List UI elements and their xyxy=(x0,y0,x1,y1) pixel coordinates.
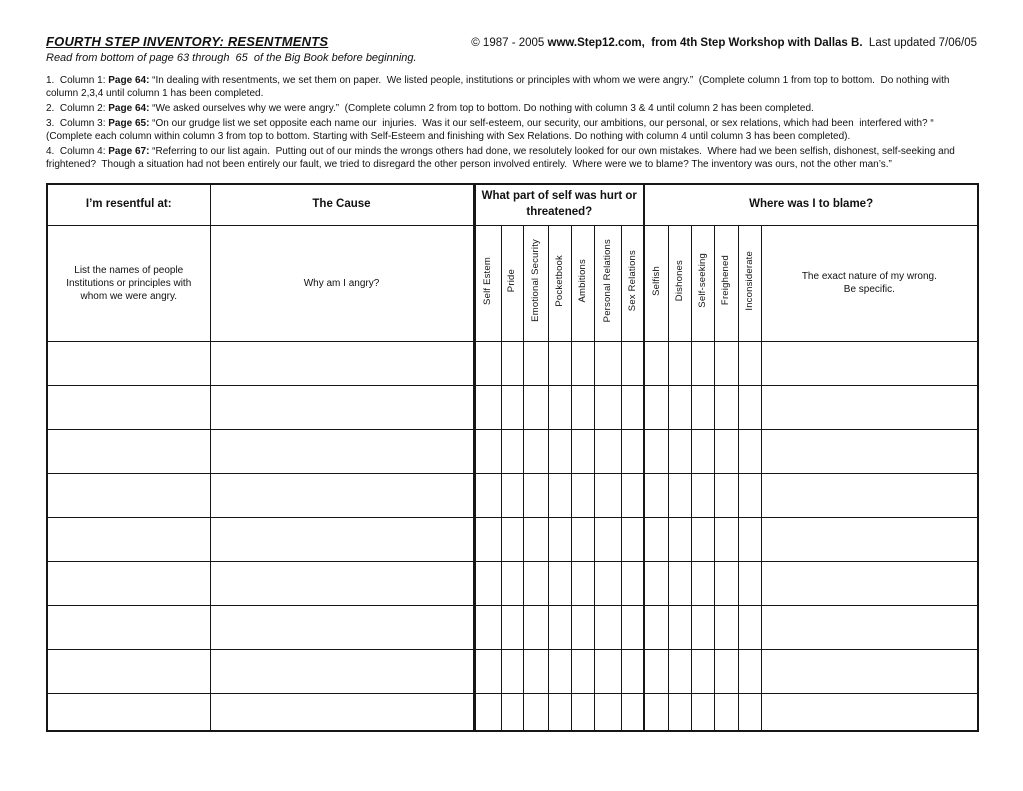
check-cell xyxy=(594,429,621,473)
check-cell xyxy=(738,473,761,517)
wrong-nature-entry-cell xyxy=(761,605,978,649)
check-cell xyxy=(668,561,691,605)
instruction-item-2 xyxy=(46,102,977,115)
worksheet-row xyxy=(47,385,978,429)
check-cell xyxy=(474,605,501,649)
check-cell xyxy=(691,693,714,731)
check-cell xyxy=(691,385,714,429)
check-cell xyxy=(548,649,571,693)
instruction-text: “We asked ourselves why we were angry.” (Complete column 2 from top to bottom. Do nothing with column 3 & 4 until column 2 has been completed. xyxy=(149,103,814,114)
check-cell xyxy=(644,473,668,517)
check-cell xyxy=(501,429,523,473)
column-frightened: Freighened xyxy=(714,225,738,341)
instruction-page-ref: Page 65: xyxy=(108,118,150,129)
check-cell xyxy=(523,693,548,731)
check-cell xyxy=(668,605,691,649)
check-cell xyxy=(594,385,621,429)
cause-entry-cell xyxy=(210,561,474,605)
copyright-site: www.Step12.com, from 4th Step Workshop with Dallas B. xyxy=(547,37,863,49)
check-cell xyxy=(548,605,571,649)
check-cell xyxy=(548,561,571,605)
check-cell xyxy=(571,429,594,473)
check-cell xyxy=(501,517,523,561)
check-cell xyxy=(474,385,501,429)
cause-entry-cell xyxy=(210,385,474,429)
instruction-item-1 xyxy=(46,74,977,100)
instruction-page-ref: Page 64: xyxy=(108,75,150,86)
check-cell xyxy=(571,341,594,385)
check-cell xyxy=(738,605,761,649)
worksheet-row xyxy=(47,561,978,605)
check-cell xyxy=(571,649,594,693)
resentful-entry-cell xyxy=(47,693,210,731)
wrong-nature-entry-cell xyxy=(761,341,978,385)
check-cell xyxy=(714,385,738,429)
instruction-item-3 xyxy=(46,117,977,143)
check-cell xyxy=(691,605,714,649)
check-cell xyxy=(621,649,644,693)
wrong-nature-entry-cell xyxy=(761,693,978,731)
check-cell xyxy=(691,429,714,473)
check-cell xyxy=(594,341,621,385)
check-cell xyxy=(523,385,548,429)
check-cell xyxy=(668,693,691,731)
cause-entry-cell xyxy=(210,341,474,385)
check-cell xyxy=(594,605,621,649)
check-cell xyxy=(668,341,691,385)
instruction-text: “On our grudge list we set opposite each name our injuries. Was it our self-esteem, our security, our ambitions, our personal, or sex relations, which had been interfered with? “ (Complete each column within column 3 from top to bottom. Starting with Self-Esteem and finishing with Sex Relations. Do nothing with column 4 until column 3 has been completed). xyxy=(46,118,937,142)
header-the-cause: The Cause xyxy=(210,184,474,225)
cause-entry-cell xyxy=(210,605,474,649)
check-cell xyxy=(738,693,761,731)
check-cell xyxy=(548,341,571,385)
check-cell xyxy=(594,561,621,605)
check-cell xyxy=(501,561,523,605)
check-cell xyxy=(474,429,501,473)
worksheet-row xyxy=(47,605,978,649)
check-cell xyxy=(523,605,548,649)
check-cell xyxy=(738,385,761,429)
cause-entry-cell xyxy=(210,649,474,693)
check-cell xyxy=(691,517,714,561)
check-cell xyxy=(738,429,761,473)
check-cell xyxy=(691,473,714,517)
resentful-entry-cell xyxy=(47,605,210,649)
check-cell xyxy=(523,649,548,693)
wrong-nature-entry-cell xyxy=(761,385,978,429)
worksheet-row xyxy=(47,517,978,561)
check-cell xyxy=(571,517,594,561)
subheader-why-angry: Why am I angry? xyxy=(210,225,474,341)
check-cell xyxy=(571,693,594,731)
wrong-nature-entry-cell xyxy=(761,649,978,693)
wrong-nature-entry-cell xyxy=(761,473,978,517)
check-cell xyxy=(594,473,621,517)
resentful-entry-cell xyxy=(47,385,210,429)
resentful-entry-cell xyxy=(47,649,210,693)
check-cell xyxy=(714,429,738,473)
wrong-nature-entry-cell xyxy=(761,561,978,605)
instructions-block xyxy=(46,74,977,171)
check-cell xyxy=(548,693,571,731)
check-cell xyxy=(474,649,501,693)
check-cell xyxy=(621,605,644,649)
page-title: FOURTH STEP INVENTORY: RESENTMENTS xyxy=(46,34,329,49)
page-header xyxy=(46,34,977,49)
check-cell xyxy=(691,341,714,385)
check-cell xyxy=(621,473,644,517)
check-cell xyxy=(523,473,548,517)
check-cell xyxy=(668,385,691,429)
subheader-list-names: List the names of people Institutions or principles with whom we were angry. xyxy=(47,225,210,341)
resentful-entry-cell xyxy=(47,341,210,385)
wrong-nature-entry-cell xyxy=(761,429,978,473)
check-cell xyxy=(523,517,548,561)
check-cell xyxy=(668,649,691,693)
column-ambitions: Ambitions xyxy=(571,225,594,341)
check-cell xyxy=(714,605,738,649)
check-cell xyxy=(621,561,644,605)
instruction-prefix: 2. Column 2: xyxy=(46,103,109,114)
check-cell xyxy=(621,385,644,429)
cause-entry-cell xyxy=(210,517,474,561)
cause-entry-cell xyxy=(210,429,474,473)
check-cell xyxy=(571,605,594,649)
instruction-item-4 xyxy=(46,145,977,171)
check-cell xyxy=(714,341,738,385)
check-cell xyxy=(738,517,761,561)
column-pride: Pride xyxy=(501,225,523,341)
check-cell xyxy=(714,693,738,731)
instruction-text: “In dealing with resentments, we set them on paper. We listed people, institutions or principles with whom we were angry.” (Complete column 1 from top to bottom. Do nothing with column 2,3,4 until column 1 has been completed. xyxy=(46,75,953,99)
wrong-nature-entry-cell xyxy=(761,517,978,561)
check-cell xyxy=(548,517,571,561)
check-cell xyxy=(594,693,621,731)
table-header-row-2 xyxy=(47,225,978,341)
check-cell xyxy=(474,561,501,605)
header-resentful-at: I’m resentful at: xyxy=(47,184,210,225)
instruction-text: “Referring to our list again. Putting out of our minds the wrongs others had done, we resolutely looked for our own mistakes. Where had we been selfish, dishonest, self-seeking and frightened? Though a situation had not been entirely our fault, we tried to disregard the other person involved entirely. Where were we to blame? The inventory was ours, not the other man’s.” xyxy=(46,146,958,170)
check-cell xyxy=(644,429,668,473)
check-cell xyxy=(523,429,548,473)
subheader-exact-nature: The exact nature of my wrong. Be specific. xyxy=(761,225,978,341)
column-self-esteem: Self Estem xyxy=(474,225,501,341)
check-cell xyxy=(501,385,523,429)
check-cell xyxy=(621,517,644,561)
column-dishonest: Dishones xyxy=(668,225,691,341)
check-cell xyxy=(523,341,548,385)
check-cell xyxy=(571,385,594,429)
cause-entry-cell xyxy=(210,473,474,517)
check-cell xyxy=(668,429,691,473)
check-cell xyxy=(644,517,668,561)
worksheet-row xyxy=(47,341,978,385)
check-cell xyxy=(621,693,644,731)
check-cell xyxy=(714,649,738,693)
resentful-entry-cell xyxy=(47,429,210,473)
resentments-table xyxy=(46,183,979,732)
check-cell xyxy=(644,561,668,605)
check-cell xyxy=(594,517,621,561)
column-selfish: Selfish xyxy=(644,225,668,341)
worksheet-row xyxy=(47,429,978,473)
cause-entry-cell xyxy=(210,693,474,731)
check-cell xyxy=(571,561,594,605)
check-cell xyxy=(594,649,621,693)
check-cell xyxy=(668,473,691,517)
check-cell xyxy=(714,473,738,517)
check-cell xyxy=(523,561,548,605)
column-sex-relations: Sex Relations xyxy=(621,225,644,341)
instruction-prefix: 4. Column 4: xyxy=(46,146,109,157)
instruction-prefix: 1. Column 1: xyxy=(46,75,109,86)
reading-instruction: Read from bottom of page 63 through 65 of the Big Book before beginning. xyxy=(46,52,417,64)
check-cell xyxy=(644,385,668,429)
check-cell xyxy=(714,517,738,561)
copyright xyxy=(471,37,977,49)
column-emotional-security: Emotional Security xyxy=(523,225,548,341)
check-cell xyxy=(501,341,523,385)
instruction-page-ref: Page 64: xyxy=(108,103,150,114)
check-cell xyxy=(691,649,714,693)
check-cell xyxy=(668,517,691,561)
check-cell xyxy=(738,561,761,605)
column-inconsiderate: Inconsiderate xyxy=(738,225,761,341)
check-cell xyxy=(691,561,714,605)
check-cell xyxy=(644,693,668,731)
header-part-of-self-hurt: What part of self was hurt or threatened? xyxy=(474,184,644,225)
check-cell xyxy=(501,693,523,731)
check-cell xyxy=(474,693,501,731)
check-cell xyxy=(501,649,523,693)
check-cell xyxy=(474,517,501,561)
table-header-row-1 xyxy=(47,184,978,225)
check-cell xyxy=(548,385,571,429)
instruction-page-ref: Page 67: xyxy=(108,146,150,157)
check-cell xyxy=(501,473,523,517)
check-cell xyxy=(621,341,644,385)
column-pocketbook: Pocketbook xyxy=(548,225,571,341)
header-where-to-blame: Where was I to blame? xyxy=(644,184,978,225)
instruction-prefix: 3. Column 3: xyxy=(46,118,109,129)
resentful-entry-cell xyxy=(47,561,210,605)
resentful-entry-cell xyxy=(47,517,210,561)
check-cell xyxy=(501,605,523,649)
check-cell xyxy=(474,341,501,385)
check-cell xyxy=(644,649,668,693)
check-cell xyxy=(474,473,501,517)
check-cell xyxy=(548,429,571,473)
resentful-entry-cell xyxy=(47,473,210,517)
column-personal-relations: Personal Relations xyxy=(594,225,621,341)
check-cell xyxy=(644,341,668,385)
check-cell xyxy=(571,473,594,517)
check-cell xyxy=(644,605,668,649)
check-cell xyxy=(738,341,761,385)
worksheet-row xyxy=(47,473,978,517)
copyright-years: © 1987 - 2005 xyxy=(471,37,548,49)
check-cell xyxy=(714,561,738,605)
check-cell xyxy=(621,429,644,473)
worksheet-row xyxy=(47,649,978,693)
worksheet-row xyxy=(47,693,978,731)
copyright-updated: Last updated 7/06/05 xyxy=(862,37,977,49)
column-self-seeking: Self-seeking xyxy=(691,225,714,341)
check-cell xyxy=(738,649,761,693)
check-cell xyxy=(548,473,571,517)
